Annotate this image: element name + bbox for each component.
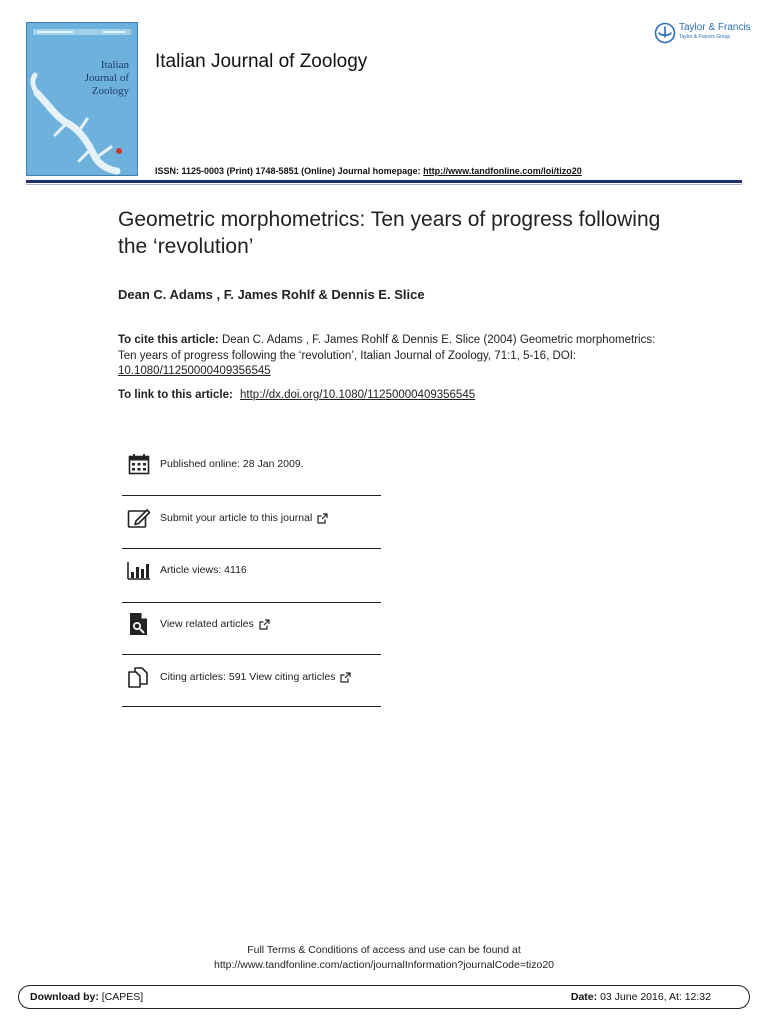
article-authors: Dean C. Adams , F. James Rohlf & Dennis E. Slice <box>118 287 425 302</box>
bar-chart-icon <box>127 558 151 582</box>
article-link-label: To link to this article: <box>118 389 233 401</box>
citing-icon <box>127 665 151 689</box>
citation-doi-link[interactable]: 10.1080/11250000409356545 <box>118 365 271 377</box>
info-divider <box>122 654 381 655</box>
download-value: [CAPES] <box>101 991 144 1003</box>
external-link-icon <box>317 513 328 524</box>
download-date <box>571 991 711 1003</box>
info-divider <box>122 548 381 549</box>
submit-article-link[interactable]: Submit your article to this journal <box>160 512 313 524</box>
published-online-row <box>122 452 381 476</box>
terms-url[interactable]: http://www.tandfonline.com/action/journalInformation?journalCode=tizo20 <box>214 959 554 971</box>
citation-block <box>118 333 663 380</box>
terms-line: Full Terms & Conditions of access and use can be found at <box>247 944 521 956</box>
article-views-row <box>122 558 381 582</box>
header-rule-thin <box>26 184 742 185</box>
citing-articles-row[interactable] <box>122 665 381 689</box>
published-online-text: Published online: 28 Jan 2009. <box>160 458 304 470</box>
download-label: Download by: <box>30 991 99 1003</box>
external-link-icon <box>340 672 351 683</box>
journal-homepage-link[interactable]: http://www.tandfonline.com/loi/tizo20 <box>423 166 582 176</box>
calendar-icon <box>127 452 151 476</box>
info-divider <box>122 495 381 496</box>
search-document-icon <box>127 612 151 636</box>
article-link-block <box>118 389 475 401</box>
info-divider <box>122 706 381 707</box>
header-rule <box>26 180 742 183</box>
citation-label: To cite this article: <box>118 334 219 346</box>
date-label: Date: <box>570 991 598 1003</box>
issn-text: ISSN: 1125-0003 (Print) 1748-5851 (Online) Journal homepage: <box>155 166 421 176</box>
date-value: 03 June 2016, At: 12:32 <box>600 991 711 1003</box>
cover-title: Italian Journal of Zoology <box>84 59 129 97</box>
related-articles-link[interactable]: View related articles <box>160 618 254 630</box>
publisher-logo-icon <box>654 22 676 44</box>
info-divider <box>122 602 381 603</box>
terms-notice <box>0 943 768 973</box>
edit-icon <box>127 506 151 530</box>
download-by <box>30 991 143 1003</box>
article-title: Geometric morphometrics: Ten years of progress following the ‘revolution’ <box>118 208 661 258</box>
submit-article-row[interactable] <box>122 506 381 530</box>
external-link-icon <box>259 619 270 630</box>
citation-text: Dean C. Adams , F. James Rohlf & Dennis E. Slice (2004) Geometric morphometrics: Ten years of progress following the ‘revolution’, Italian Journal of Zoology, 71:1, 5-16, DOI: <box>118 334 656 362</box>
publisher-name: Taylor & Francis <box>679 22 751 33</box>
journal-name[interactable]: Italian Journal of Zoology <box>155 51 368 72</box>
publisher-logo[interactable] <box>654 22 751 46</box>
article-doi-url[interactable]: http://dx.doi.org/10.1080/11250000409356545 <box>240 389 476 401</box>
related-articles-row[interactable] <box>122 612 381 636</box>
issn-line <box>155 166 582 176</box>
journal-cover-image <box>26 22 138 176</box>
lizard-illustration <box>27 23 138 176</box>
article-views-text: Article views: 4116 <box>160 564 247 576</box>
citing-articles-link[interactable]: Citing articles: 591 View citing articles <box>160 671 336 683</box>
publisher-subname: Taylor & Francis Group <box>679 34 731 40</box>
